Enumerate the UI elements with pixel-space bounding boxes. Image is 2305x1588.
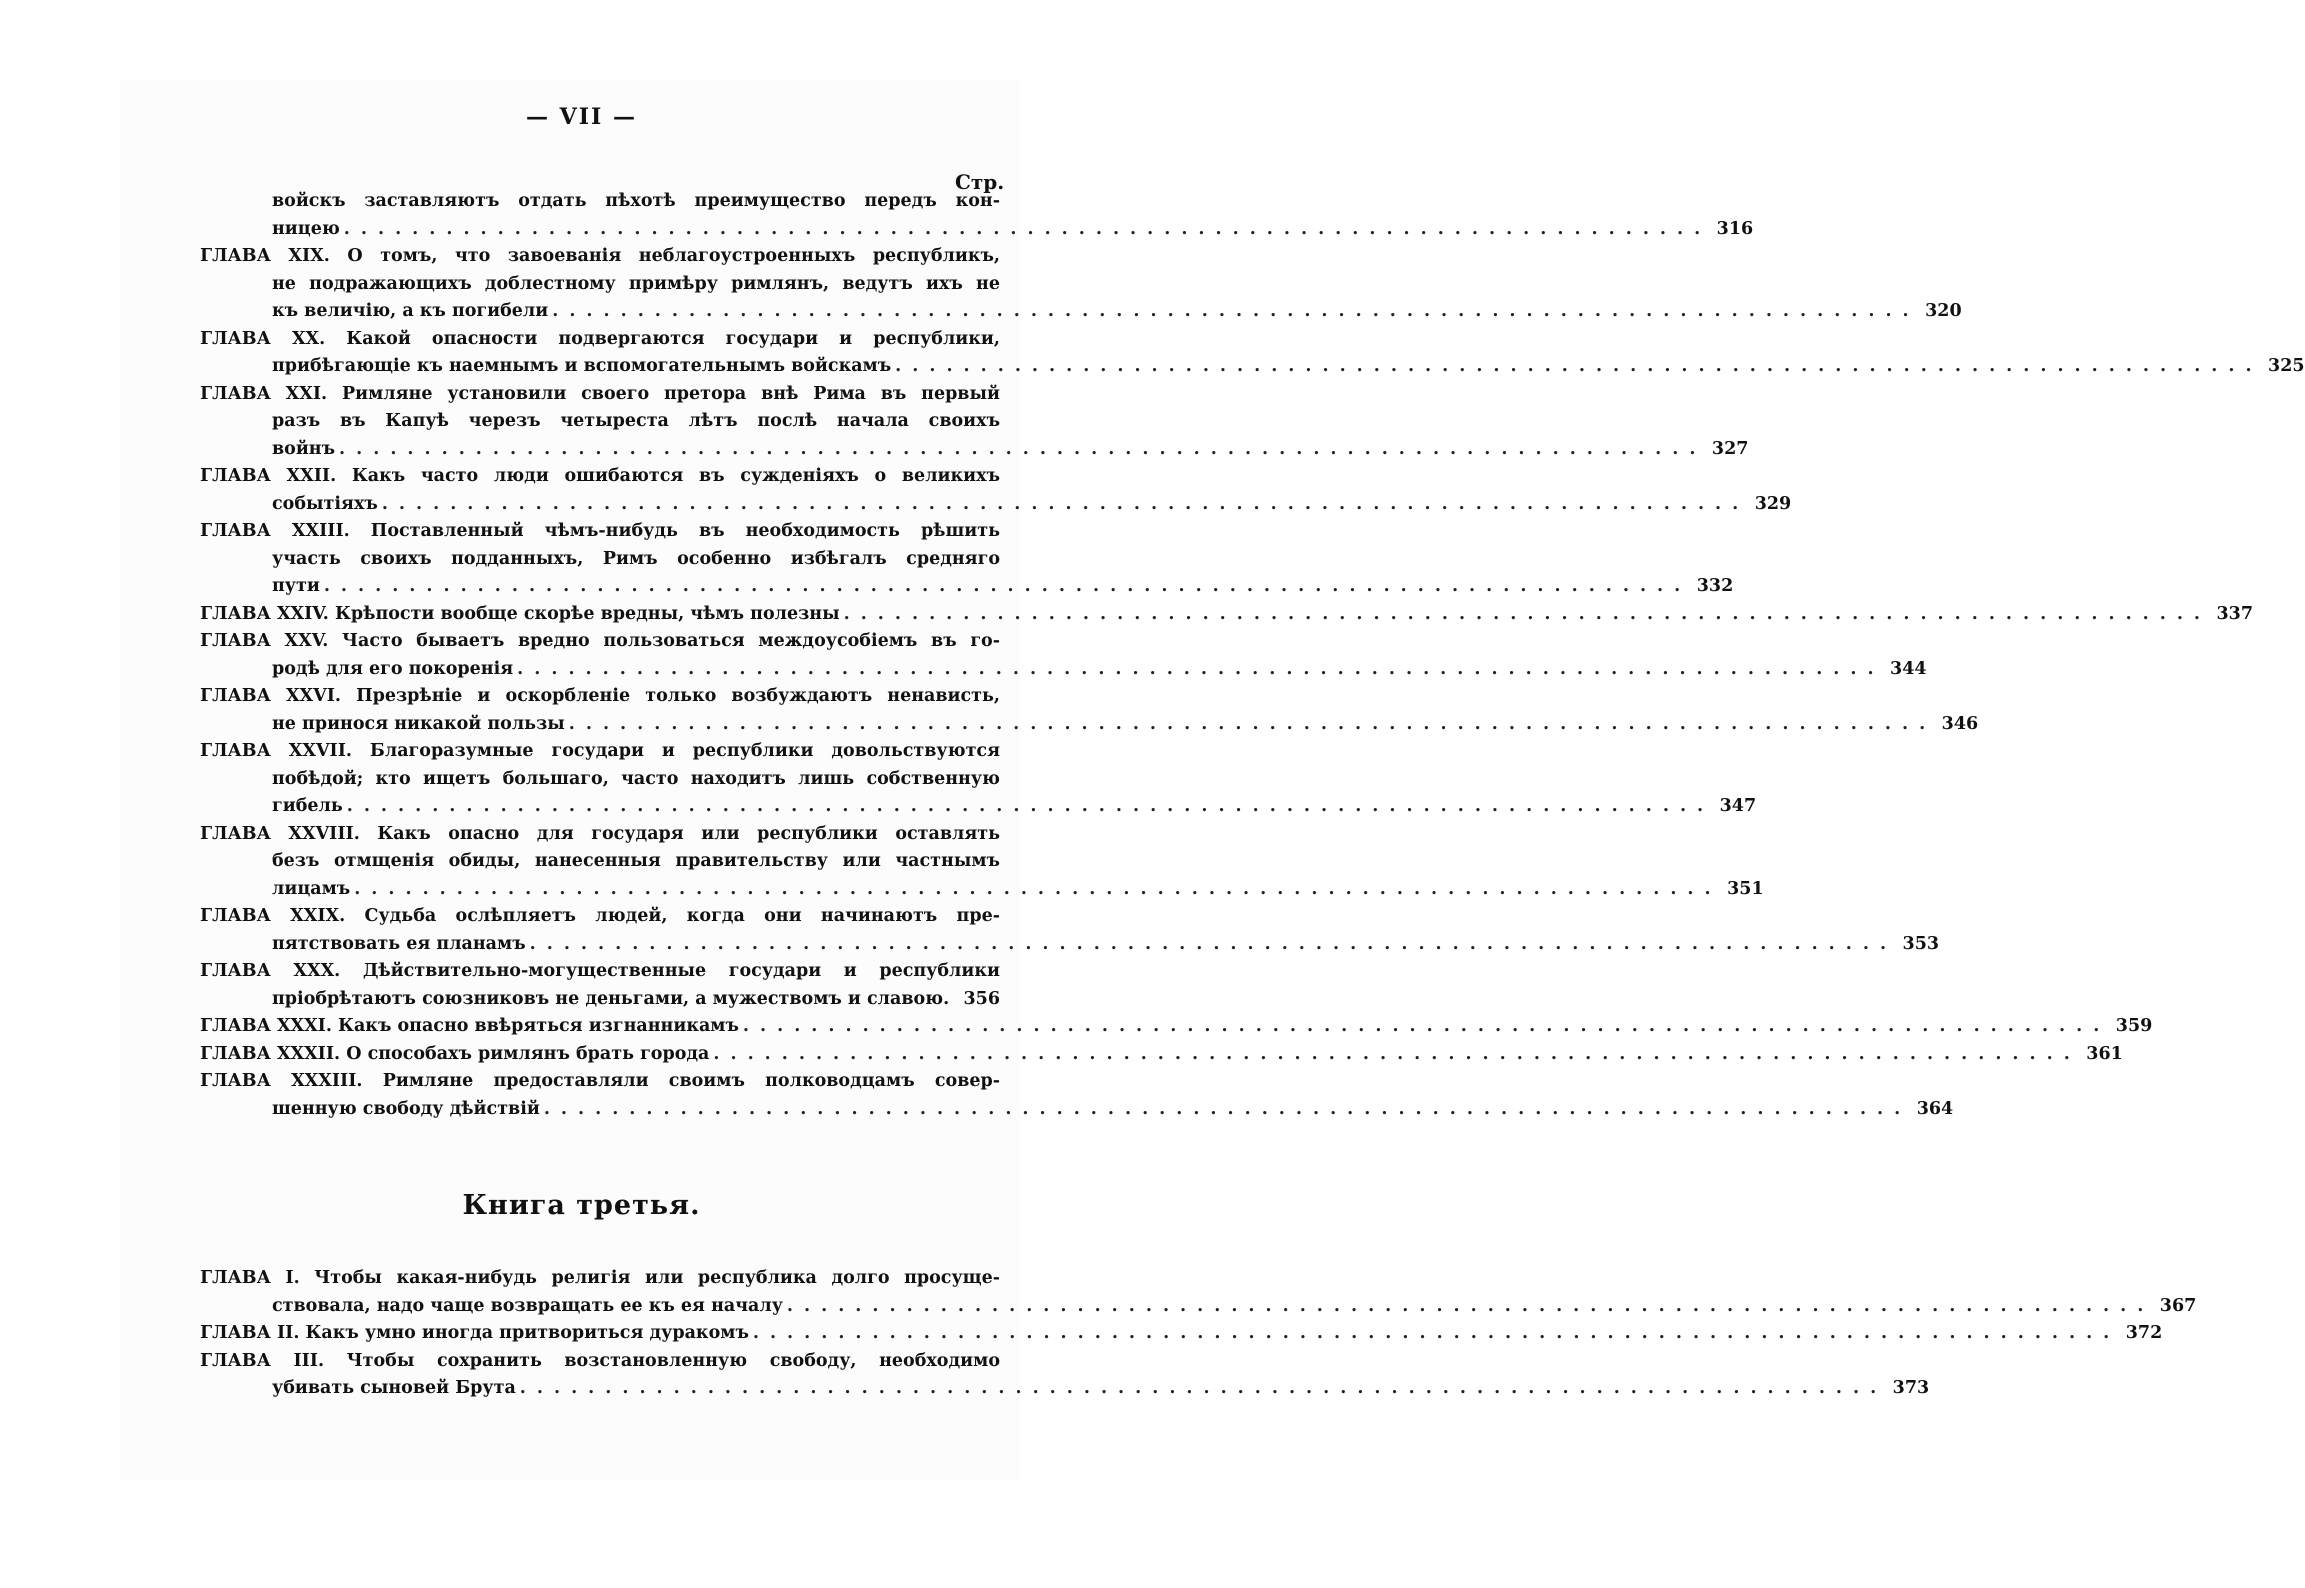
toc-entry-text: ГЛАВА XXXI. Какъ опасно ввѣряться изгнанникамъ [200, 1016, 739, 1036]
toc-entry-last-line [200, 931, 1940, 959]
toc-entry-text: лицамъ [272, 878, 351, 899]
dot-leader: ................................................................................ [895, 356, 2263, 376]
toc-entry-line: ГЛАВА I. Чтобы какая-нибудь религія или республика долго просуще- [200, 1268, 1000, 1288]
toc-entry-last-line [200, 656, 1927, 684]
toc-entry-last-line [200, 1375, 1930, 1403]
toc-entry [200, 821, 1764, 904]
dot-leader: ................................................................................ [552, 301, 1920, 321]
toc-entry-line: ГЛАВА XXX. Дѣйствительно-могущественные государи и республики [200, 961, 1000, 981]
dot-leader: ................................................................................ [742, 1016, 2111, 1036]
dot-leader: ................................................................................ [381, 493, 1750, 514]
dot-leader: ................................................................................ [713, 1043, 2081, 1064]
toc-entry-last-line [200, 1096, 1954, 1124]
toc-entry [200, 1013, 2153, 1041]
table-of-contents-book-three [200, 1265, 2197, 1403]
toc-entry-line: ГЛАВА XXXIII. Римляне предоставляли своимъ полководцамъ совер- [200, 1071, 1000, 1091]
toc-entry-text: пути [272, 576, 320, 596]
toc-entry [200, 1041, 2123, 1069]
toc-entry [200, 1320, 2163, 1348]
dot-leader: ................................................................................ [343, 218, 1712, 239]
toc-entry [200, 1348, 1930, 1403]
toc-entry-text: шенную свободу дѣйствій [272, 1098, 540, 1119]
toc-entry-text: пятствовать ея планамъ [272, 933, 526, 954]
toc-entry-line: разъ въ Капуѣ черезъ четыреста лѣтъ послѣ начала своихъ [272, 411, 1000, 431]
toc-entry [200, 188, 1754, 243]
toc-entry [200, 903, 1940, 958]
dot-leader: ................................................................................ [568, 713, 1937, 734]
toc-entry-line: ГЛАВА XX. Какой опасности подвергаются государи и республики, [200, 328, 1000, 349]
toc-entry-text: событіяхъ [272, 493, 378, 514]
dot-leader: ................................................................................ [752, 1323, 2121, 1343]
toc-entry-line: ГЛАВА XXIX. Судьба ослѣпляетъ людей, когда они начинаютъ пре- [200, 906, 1000, 926]
toc-entry-last-line [200, 601, 2254, 629]
toc-entry-last-line [200, 436, 1749, 464]
toc-page-number: 372 [2125, 1323, 2163, 1343]
dot-leader: ................................................................................ [543, 1098, 1912, 1119]
toc-page-number: 361 [2086, 1043, 2123, 1064]
toc-entry-text: пріобрѣтаютъ союзниковъ не деньгами, а мужествомъ и славою. [272, 988, 950, 1009]
dot-leader: ................................................................................ [346, 796, 1715, 816]
toc-entry [200, 243, 1962, 326]
toc-page-number: 347 [1719, 796, 1757, 816]
toc-entry-text: ствовала, надо чаще возвращать ее къ ея началу [272, 1295, 783, 1316]
toc-entry-last-line [200, 1013, 2153, 1041]
toc-entry-last-line [200, 793, 1757, 821]
toc-entry-last-line [200, 216, 1754, 244]
dot-leader: ................................................................................ [323, 576, 1692, 596]
toc-entry-text: гибель [272, 796, 343, 816]
toc-entry-line: не подражающихъ доблестному примѣру римлянъ, ведутъ ихъ не [272, 273, 1000, 294]
toc-entry-text: ГЛАВА XXXII. О способахъ римлянъ брать города [200, 1043, 710, 1064]
toc-page-number: 373 [1892, 1378, 1930, 1398]
toc-entry-line: ГЛАВА XIX. О томъ, что завоеванія неблагоустроенныхъ республикъ, [200, 246, 1000, 266]
toc-page-number: 320 [1925, 301, 1962, 321]
dot-leader: ................................................................................ [519, 1378, 1888, 1398]
toc-entry-last-line [200, 711, 1979, 739]
toc-entry-line: ГЛАВА XXIII. Поставленный чѣмъ-нибудь въ необходимость рѣшить [200, 521, 1000, 541]
toc-entry-last-line [200, 1041, 2123, 1069]
toc-page-number: 364 [1916, 1098, 1954, 1119]
toc-entry [200, 463, 1792, 518]
dot-leader: ................................................................................ [517, 658, 1885, 679]
toc-page-number: 332 [1696, 576, 1734, 596]
toc-entry-last-line [200, 573, 1734, 601]
toc-page-number: 356 [963, 988, 1000, 1009]
toc-page-number: 316 [1716, 218, 1754, 239]
toc-entry-last-line [200, 353, 2305, 381]
toc-entry [200, 381, 1749, 464]
toc-entry-last-line [200, 1293, 2197, 1321]
dot-leader: ................................................................................ [843, 603, 2212, 624]
toc-entry-line: побѣдой; кто ищетъ большаго, часто находитъ лишь собственную [272, 768, 1000, 789]
toc-entry-line: ГЛАВА XXVI. Презрѣніе и оскорбленіе только возбуждаютъ ненависть, [200, 686, 1000, 706]
dot-leader: ................................................................................ [354, 878, 1722, 899]
toc-page-number: 346 [1941, 713, 1979, 734]
toc-page-number: 367 [2159, 1295, 2197, 1316]
toc-entry-line: ГЛАВА XXVIII. Какъ опасно для государя или республики оставлять [200, 823, 1000, 844]
toc-page-number: 359 [2115, 1016, 2153, 1036]
toc-entry-text: убивать сыновей Брута [272, 1378, 516, 1398]
page-folio: — VII — [526, 104, 637, 130]
toc-entry-line: ГЛАВА III. Чтобы сохранить возстановленную свободу, необходимо [200, 1350, 1000, 1371]
toc-page-number: 337 [2216, 603, 2254, 624]
toc-entry-text: не принося никакой пользы [272, 713, 565, 734]
toc-entry [200, 683, 1979, 738]
toc-entry [200, 518, 1734, 601]
toc-page-number: 327 [1711, 438, 1749, 459]
toc-entry-line: ГЛАВА XXV. Часто бываетъ вредно пользоваться междоусобіемъ въ го- [200, 631, 1000, 651]
toc-entry-text: ницею [272, 218, 340, 239]
toc-entry-last-line [200, 876, 1764, 904]
toc-entry-text: родѣ для его покоренія [272, 658, 514, 679]
dot-leader: ................................................................................ [339, 438, 1707, 459]
toc-entry-line: ГЛАВА XXII. Какъ часто люди ошибаются въ сужденіяхъ о великихъ [200, 466, 1000, 486]
toc-entry [200, 738, 1757, 821]
toc-page-number: 344 [1890, 658, 1927, 679]
toc-entry-line: войскъ заставляютъ отдать пѣхотѣ преимущество передъ кон- [272, 191, 1000, 211]
toc-entry-last-line [200, 298, 1962, 326]
dot-leader: ................................................................................ [786, 1295, 2155, 1316]
toc-entry-text: прибѣгающіе къ наемнымъ и вспомогательнымъ войскамъ [272, 356, 892, 376]
toc-entry-line: ГЛАВА XXI. Римляне установили своего претора внѣ Рима въ первый [200, 383, 1000, 404]
toc-entry-text: ГЛАВА II. Какъ умно иногда притвориться дуракомъ [200, 1323, 749, 1343]
toc-entry [200, 628, 1927, 683]
page-column-label: Стр. [955, 170, 1005, 194]
toc-entry [200, 326, 2305, 381]
toc-entry-last-line [200, 986, 1000, 1014]
toc-entry [200, 601, 2254, 629]
toc-page-number: 325 [2268, 356, 2305, 376]
toc-page-number: 329 [1754, 493, 1792, 514]
toc-entry-last-line [200, 1320, 2163, 1348]
toc-entry-text: войнъ [272, 438, 336, 459]
toc-page-number: 353 [1902, 933, 1940, 954]
toc-entry-last-line [200, 491, 1792, 519]
toc-entry-line: ГЛАВА XXVII. Благоразумные государи и республики довольствуются [200, 741, 1000, 761]
toc-entry-line: участь своихъ подданныхъ, Римъ особенно избѣгалъ средняго [272, 548, 1000, 569]
table-of-contents-book-two [200, 188, 2305, 1123]
toc-page-number: 351 [1727, 878, 1764, 899]
dot-leader: ................................................................................ [529, 933, 1898, 954]
toc-entry-text: ГЛАВА XXIV. Крѣпости вообще скорѣе вредны, чѣмъ полезны [200, 603, 840, 624]
book-three-heading: Книга третья. [462, 1190, 701, 1221]
toc-entry [200, 1265, 2197, 1320]
toc-entry [200, 958, 1000, 1013]
toc-entry [200, 1068, 1954, 1123]
toc-entry-text: къ величію, а къ погибели [272, 301, 549, 321]
toc-entry-line: безъ отмщенія обиды, нанесенныя правительству или частнымъ [272, 851, 1000, 871]
